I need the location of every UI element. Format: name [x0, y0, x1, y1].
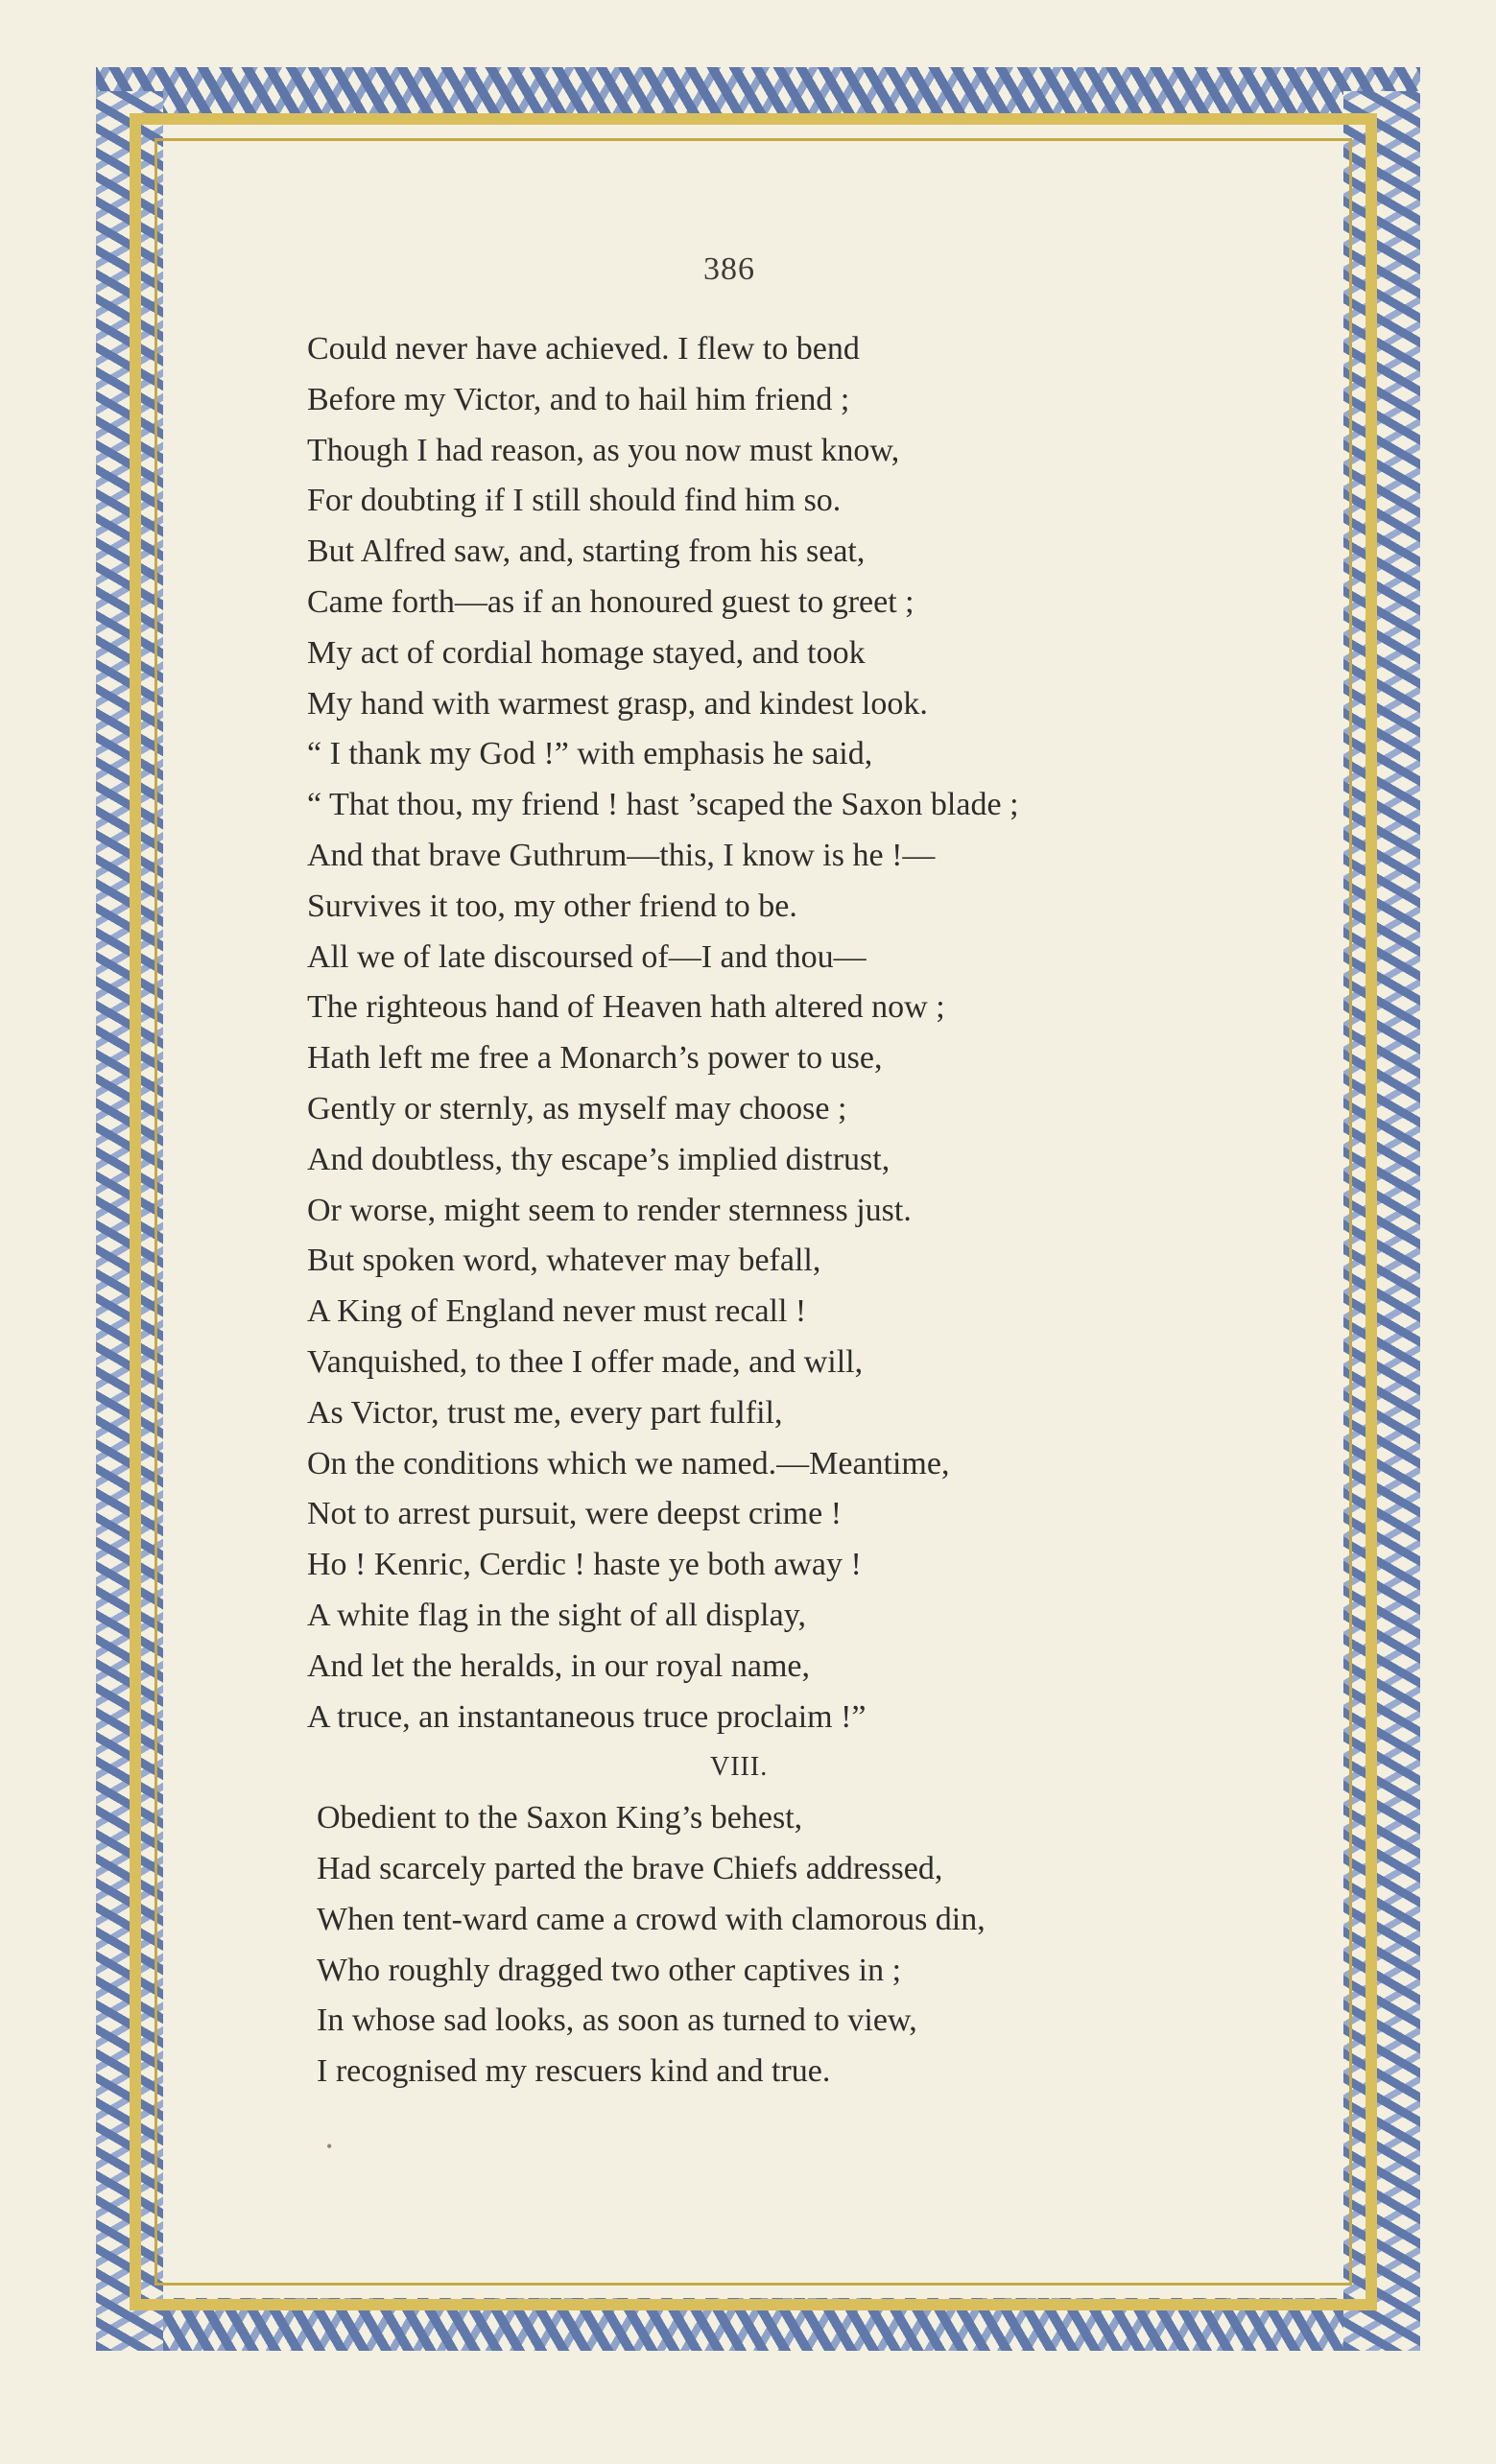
poem-line: My hand with warmest grasp, and kindest look.: [307, 685, 928, 722]
poem-line: And doubtless, thy escape’s implied distrust,: [307, 1141, 890, 1177]
poem-line: And let the heralds, in our royal name,: [307, 1647, 811, 1684]
poem-line: In whose sad looks, as soon as turned to view,: [317, 2002, 917, 2039]
poem-line: “ I thank my God !” with emphasis he said,: [307, 736, 873, 772]
poem-line: When tent-ward came a crowd with clamorous din,: [317, 1901, 985, 1937]
section-heading: VIII.: [710, 1752, 769, 1783]
poem-line: “ That thou, my friend ! hast ’scaped the Saxon blade ;: [307, 787, 1019, 823]
poem-line: Though I had reason, as you now must know,: [307, 432, 900, 468]
stray-ink-mark: •: [326, 2137, 333, 2156]
poem-line: But Alfred saw, and, starting from his seat,: [307, 533, 866, 570]
poem-line: A truce, an instantaneous truce proclaim !”: [307, 1698, 867, 1735]
poem-line: Came forth—as if an honoured guest to greet ;: [307, 583, 914, 620]
poem-line: Hath left me free a Monarch’s power to use,: [307, 1040, 883, 1077]
poem-line: As Victor, trust me, every part fulfil,: [307, 1394, 783, 1431]
poem-line: All we of late discoursed of—I and thou—: [307, 938, 867, 975]
poem-line: Vanquished, to thee I offer made, and will,: [307, 1343, 864, 1380]
poem-line: Obedient to the Saxon King’s behest,: [317, 1800, 803, 1836]
poem-line: And that brave Guthrum—this, I know is he !—: [307, 837, 936, 873]
poem-line: Who roughly dragged two other captives in ;: [317, 1952, 902, 1988]
poem-line: Gently or sternly, as myself may choose ;: [307, 1090, 847, 1126]
poem-text: [307, 324, 1247, 2097]
poem-line: Could never have achieved. I flew to bend: [307, 331, 860, 367]
poem-line: But spoken word, whatever may befall,: [307, 1243, 821, 1279]
poem-line: The righteous hand of Heaven hath altered now ;: [307, 989, 945, 1026]
poem-line: My act of cordial homage stayed, and took: [307, 634, 866, 671]
poem-line: For doubting if I still should find him so.: [307, 483, 842, 519]
poem-line: A King of England never must recall !: [307, 1293, 807, 1330]
page-number: 386: [703, 251, 755, 287]
poem-line: I recognised my rescuers kind and true.: [317, 2053, 831, 2090]
poem-line: On the conditions which we named.—Meantime,: [307, 1445, 950, 1481]
poem-line: Not to arrest pursuit, were deepst crime !: [307, 1496, 843, 1532]
poem-line: Before my Victor, and to hail him friend ;: [307, 381, 850, 417]
poem-line: Ho ! Kenric, Cerdic ! haste ye both away !: [307, 1547, 862, 1583]
poem-line: Had scarcely parted the brave Chiefs addressed,: [317, 1850, 943, 1886]
poem-line: A white flag in the sight of all display,: [307, 1597, 806, 1633]
poem-line: Or worse, might seem to render sternness just.: [307, 1192, 912, 1228]
poem-line: Survives it too, my other friend to be.: [307, 888, 797, 924]
